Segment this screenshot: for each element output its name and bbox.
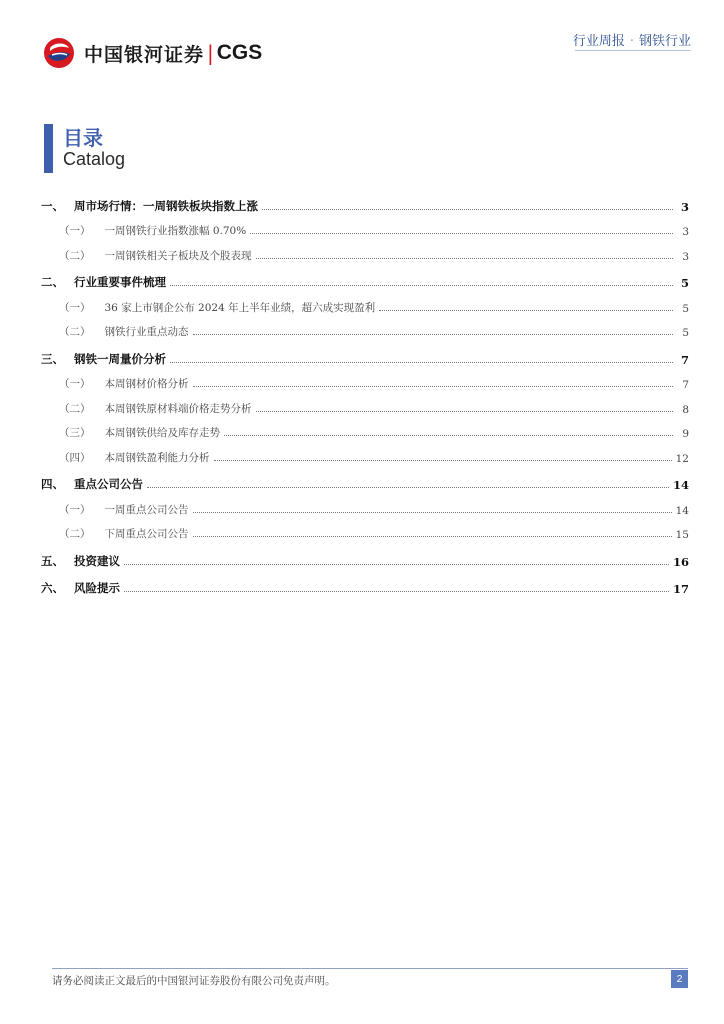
header-divider [575,50,691,51]
toc-entry[interactable] [41,572,689,597]
toc-entry-title: 一周钢铁相关子板块及个股表现 [104,249,252,262]
toc-entry[interactable] [41,214,689,239]
toc-entry-number: 六、 [41,581,64,595]
logo-separator: | [207,41,214,65]
footer-divider [52,968,688,969]
toc-entry-number: （一） [59,225,91,237]
toc-entry-page: 5 [682,327,689,339]
toc-entry-number: （二） [59,402,91,415]
toc-entry[interactable] [41,468,689,493]
toc-leader-dots [124,564,669,565]
toc-entry[interactable] [41,189,689,214]
toc-entry-title: 下周重点公司公告 [104,528,189,540]
toc-entry-number: （二） [59,249,91,262]
title-english: Catalog [63,149,126,169]
table-of-contents [41,189,689,596]
toc-leader-dots [224,435,673,436]
toc-entry[interactable] [41,416,689,441]
toc-entry-page: 17 [672,582,689,596]
title-chinese: 目录 [63,126,103,150]
toc-entry-title: 周市场行情：一周钢铁板块指数上涨 [74,198,258,213]
toc-entry-number: （四） [59,451,91,464]
toc-entry[interactable] [41,342,689,367]
company-logo [42,37,262,69]
page-header [0,0,724,90]
toc-leader-dots [170,285,673,286]
toc-entry-number: （二） [59,528,91,540]
toc-leader-dots [379,310,673,311]
toc-entry-number: 三、 [41,351,64,366]
toc-entry-number: （一） [59,378,91,390]
footer-disclaimer: 请务必阅读正文最后的中国银河证券股份有限公司免责声明。 [52,975,336,987]
toc-entry[interactable] [41,492,689,517]
toc-entry-page: 7 [680,352,689,367]
toc-entry-page: 9 [682,428,689,440]
toc-entry-title: 行业重要事件梳理 [74,275,166,289]
toc-entry-title: 本周钢铁原材料端价格走势分析 [104,402,252,415]
cgs-logo-icon [42,37,76,69]
toc-entry-title: 本周钢材价格分析 [104,378,189,390]
toc-entry-page: 5 [680,276,689,290]
toc-leader-dots [193,334,674,335]
toc-leader-dots [193,386,674,387]
toc-leader-dots [170,362,673,363]
toc-entry[interactable] [41,315,689,340]
logo-chinese-name: 中国银河证券 [84,43,205,66]
tag-dot: · [629,34,634,49]
toc-entry-page: 8 [682,403,689,416]
toc-entry-number: 五、 [41,553,64,568]
toc-entry[interactable] [41,238,689,263]
toc-entry-page: 12 [675,452,689,465]
toc-leader-dots [214,460,672,461]
toc-leader-dots [124,591,669,592]
toc-entry-page: 3 [680,199,689,214]
toc-entry-title: 一周重点公司公告 [104,503,189,516]
toc-entry-title: 重点公司公告 [74,477,143,491]
toc-entry-number: （一） [59,301,91,314]
toc-entry-title: 本周钢铁供给及库存走势 [104,427,220,439]
toc-entry-title: 一周钢铁行业指数涨幅 0.70% [104,225,247,237]
logo-english-name: CGS [216,41,263,64]
toc-entry-title: 钢铁行业重点动态 [104,326,189,338]
toc-entry[interactable] [41,391,689,416]
report-type: 行业周报 [572,34,625,49]
toc-entry-number: 二、 [41,275,64,289]
toc-entry-page: 3 [682,226,689,238]
toc-entry[interactable] [41,544,689,569]
toc-entry[interactable] [41,440,689,465]
toc-entry-page: 15 [675,529,689,541]
toc-entry[interactable] [41,290,689,315]
toc-entry-number: 四、 [41,477,64,491]
toc-entry-page: 5 [682,302,689,315]
toc-entry-number: （一） [59,503,91,516]
toc-leader-dots [147,487,669,488]
toc-entry-page: 3 [682,250,689,263]
toc-entry-title: 风险提示 [74,581,120,595]
toc-entry-title: 投资建议 [74,553,120,568]
toc-entry-page: 16 [672,554,689,569]
page-number: 2 [671,970,688,988]
toc-leader-dots [256,258,674,259]
toc-entry[interactable] [41,367,689,392]
toc-leader-dots [262,209,673,210]
toc-entry-title: 钢铁一周量价分析 [74,351,166,366]
toc-entry[interactable] [41,266,689,291]
toc-leader-dots [256,411,674,412]
toc-leader-dots [250,233,673,234]
toc-entry-page: 7 [682,379,689,391]
toc-entry-number: （二） [59,326,91,338]
toc-entry-title: 36 家上市钢企公布 2024 年上半年业绩，超六成实现盈利 [104,301,376,314]
toc-leader-dots [193,512,672,513]
toc-entry-title: 本周钢铁盈利能力分析 [104,451,210,464]
toc-entry-number: 一、 [41,198,64,213]
toc-entry-page: 14 [672,478,689,492]
toc-entry-page: 14 [675,504,689,517]
report-tag [573,30,691,49]
toc-entry-number: （三） [59,427,91,439]
toc-entry[interactable] [41,517,689,542]
industry-name: 钢铁行业 [638,34,691,49]
toc-leader-dots [193,536,672,537]
title-accent-bar [44,124,53,173]
